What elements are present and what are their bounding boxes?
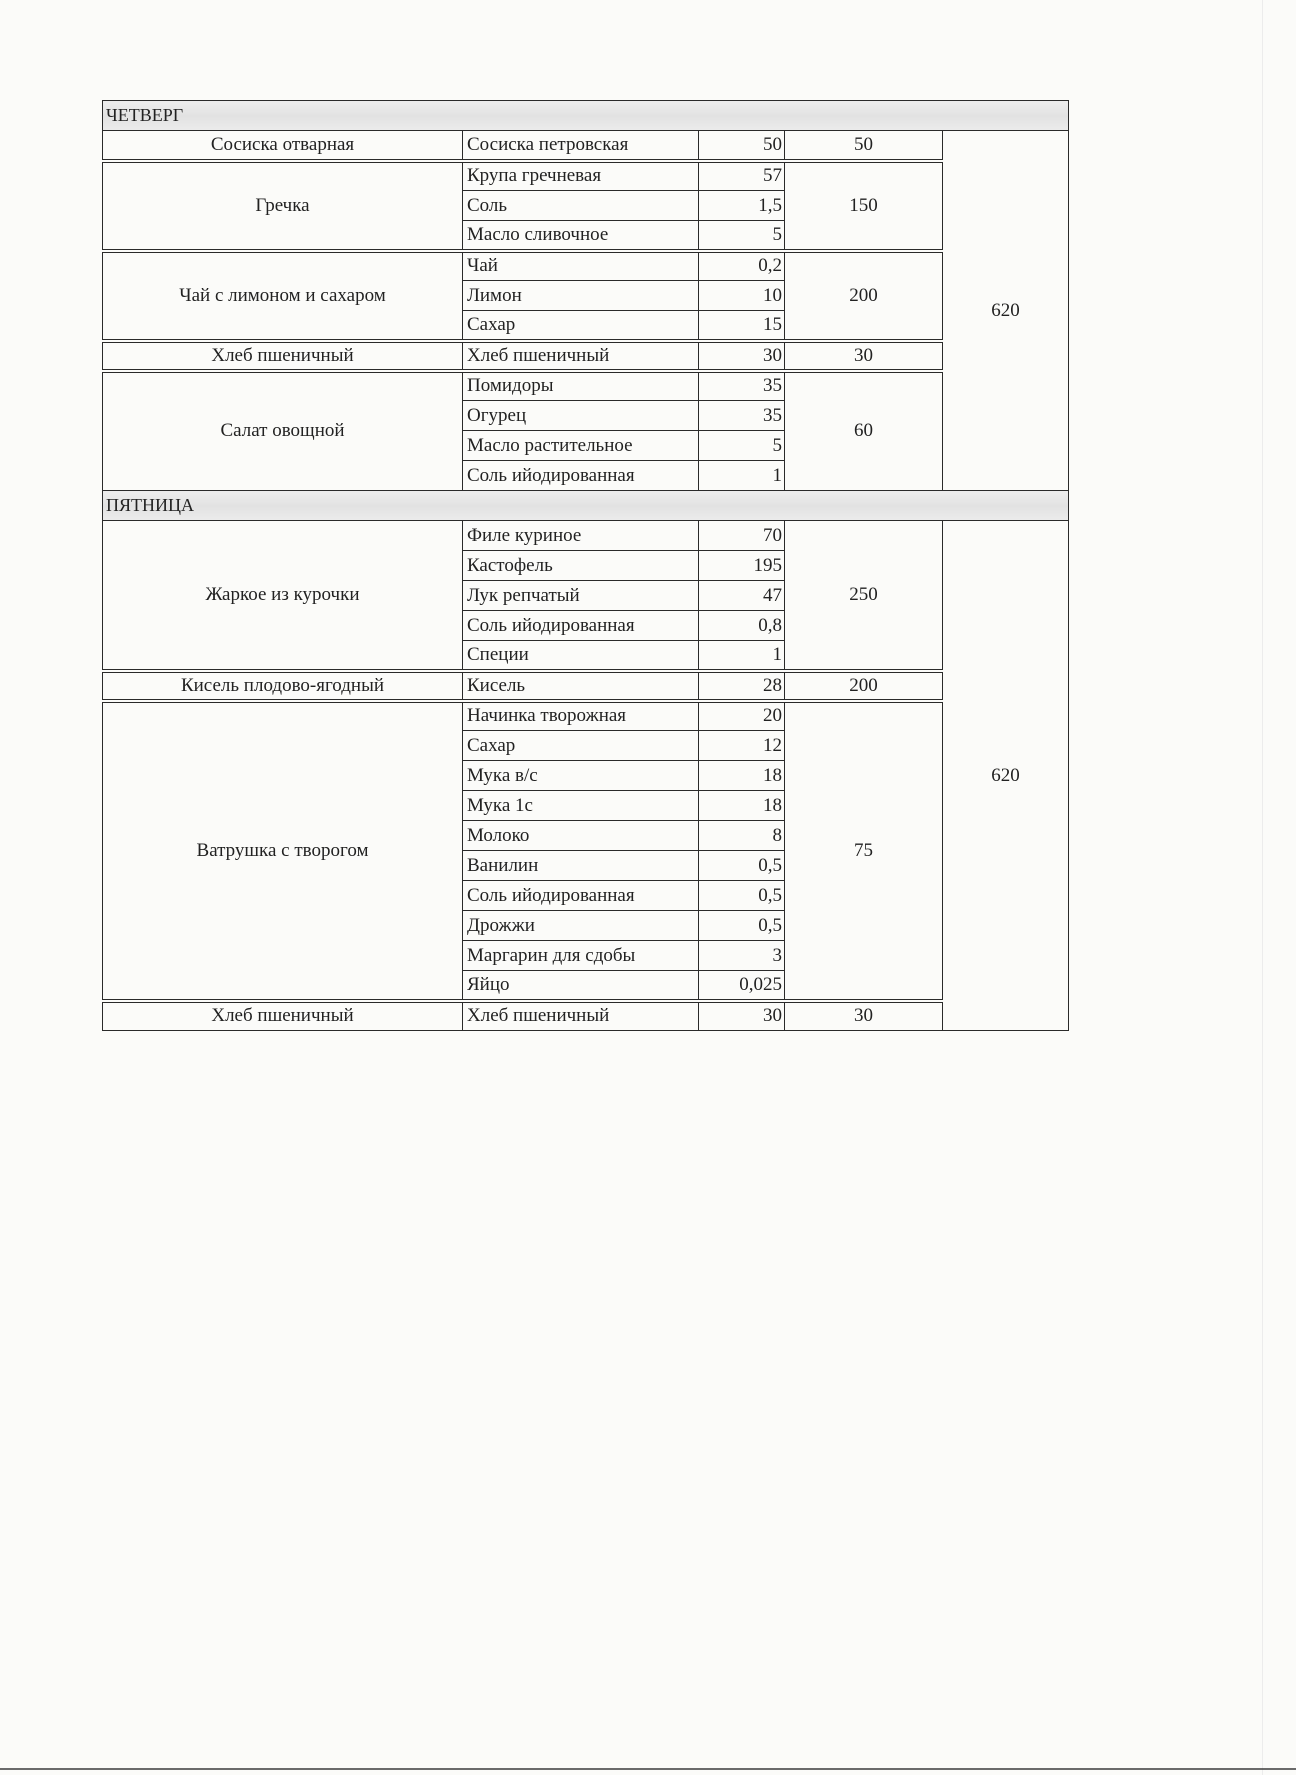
table-row xyxy=(103,521,1069,551)
dish-output: 200 xyxy=(785,671,943,701)
ingredient-qty: 0,5 xyxy=(699,851,785,881)
ingredient-name: Чай xyxy=(463,251,699,281)
ingredient-name: Соль ийодированная xyxy=(463,881,699,911)
ingredient-name: Маргарин для сдобы xyxy=(463,941,699,971)
ingredient-qty: 18 xyxy=(699,761,785,791)
ingredient-qty: 1,5 xyxy=(699,191,785,221)
dish-name: Хлеб пшеничный xyxy=(103,341,463,371)
scan-edge xyxy=(1262,0,1263,1775)
dish-name: Гречка xyxy=(103,161,463,251)
ingredient-qty: 5 xyxy=(699,431,785,461)
dish-name: Жаркое из курочки xyxy=(103,521,463,671)
ingredient-qty: 70 xyxy=(699,521,785,551)
ingredient-qty: 30 xyxy=(699,1001,785,1031)
table-row xyxy=(103,701,1069,731)
ingredient-name: Начинка творожная xyxy=(463,701,699,731)
ingredient-qty: 47 xyxy=(699,581,785,611)
table-row xyxy=(103,671,1069,701)
ingredient-qty: 0,8 xyxy=(699,611,785,641)
table-row xyxy=(103,251,1069,281)
ingredient-name: Дрожжи xyxy=(463,911,699,941)
dish-output: 60 xyxy=(785,371,943,491)
day-title: ПЯТНИЦА xyxy=(103,491,1069,521)
dish-output: 50 xyxy=(785,131,943,161)
ingredient-name: Хлеб пшеничный xyxy=(463,341,699,371)
dish-output: 30 xyxy=(785,341,943,371)
ingredient-name: Кастофель xyxy=(463,551,699,581)
ingredient-name: Сосиска петровская xyxy=(463,131,699,161)
ingredient-qty: 35 xyxy=(699,371,785,401)
ingredient-qty: 57 xyxy=(699,161,785,191)
ingredient-name: Ванилин xyxy=(463,851,699,881)
day-header-row xyxy=(103,101,1069,131)
dish-output: 200 xyxy=(785,251,943,341)
dish-name: Кисель плодово-ягодный xyxy=(103,671,463,701)
ingredient-name: Масло растительное xyxy=(463,431,699,461)
ingredient-qty: 35 xyxy=(699,401,785,431)
ingredient-qty: 3 xyxy=(699,941,785,971)
ingredient-name: Специи xyxy=(463,641,699,671)
ingredient-qty: 20 xyxy=(699,701,785,731)
ingredient-qty: 0,2 xyxy=(699,251,785,281)
table-row xyxy=(103,1001,1069,1031)
ingredient-name: Сахар xyxy=(463,311,699,341)
ingredient-qty: 15 xyxy=(699,311,785,341)
ingredient-qty: 8 xyxy=(699,821,785,851)
ingredient-qty: 30 xyxy=(699,341,785,371)
dish-output: 75 xyxy=(785,701,943,1001)
ingredient-name: Соль ийодированная xyxy=(463,461,699,491)
dish-output: 150 xyxy=(785,161,943,251)
day-total: 620 xyxy=(943,521,1069,1031)
ingredient-qty: 195 xyxy=(699,551,785,581)
day-total: 620 xyxy=(943,131,1069,491)
ingredient-name: Молоко xyxy=(463,821,699,851)
ingredient-qty: 1 xyxy=(699,461,785,491)
ingredient-name: Лимон xyxy=(463,281,699,311)
ingredient-qty: 5 xyxy=(699,221,785,251)
day-title: ЧЕТВЕРГ xyxy=(103,101,1069,131)
ingredient-name: Хлеб пшеничный xyxy=(463,1001,699,1031)
table-row xyxy=(103,371,1069,401)
ingredient-qty: 28 xyxy=(699,671,785,701)
ingredient-qty: 0,025 xyxy=(699,971,785,1001)
ingredient-name: Соль xyxy=(463,191,699,221)
ingredient-name: Мука в/с xyxy=(463,761,699,791)
ingredient-name: Лук репчатый xyxy=(463,581,699,611)
scan-bottom-line xyxy=(0,1768,1296,1770)
dish-output: 30 xyxy=(785,1001,943,1031)
ingredient-qty: 0,5 xyxy=(699,881,785,911)
menu-table xyxy=(102,100,1069,1031)
dish-name: Чай с лимоном и сахаром xyxy=(103,251,463,341)
dish-name: Ватрушка с творогом xyxy=(103,701,463,1001)
ingredient-name: Крупа гречневая xyxy=(463,161,699,191)
dish-name: Салат овощной xyxy=(103,371,463,491)
dish-output: 250 xyxy=(785,521,943,671)
dish-name: Хлеб пшеничный xyxy=(103,1001,463,1031)
dish-name: Сосиска отварная xyxy=(103,131,463,161)
ingredient-qty: 1 xyxy=(699,641,785,671)
ingredient-qty: 12 xyxy=(699,731,785,761)
ingredient-name: Огурец xyxy=(463,401,699,431)
ingredient-qty: 18 xyxy=(699,791,785,821)
ingredient-name: Мука 1с xyxy=(463,791,699,821)
day-header-row xyxy=(103,491,1069,521)
ingredient-name: Масло сливочное xyxy=(463,221,699,251)
ingredient-qty: 10 xyxy=(699,281,785,311)
ingredient-name: Филе куриное xyxy=(463,521,699,551)
ingredient-qty: 0,5 xyxy=(699,911,785,941)
table-row xyxy=(103,131,1069,161)
ingredient-name: Сахар xyxy=(463,731,699,761)
ingredient-name: Кисель xyxy=(463,671,699,701)
table-row xyxy=(103,341,1069,371)
ingredient-qty: 50 xyxy=(699,131,785,161)
ingredient-name: Помидоры xyxy=(463,371,699,401)
ingredient-name: Соль ийодированная xyxy=(463,611,699,641)
ingredient-name: Яйцо xyxy=(463,971,699,1001)
table-row xyxy=(103,161,1069,191)
